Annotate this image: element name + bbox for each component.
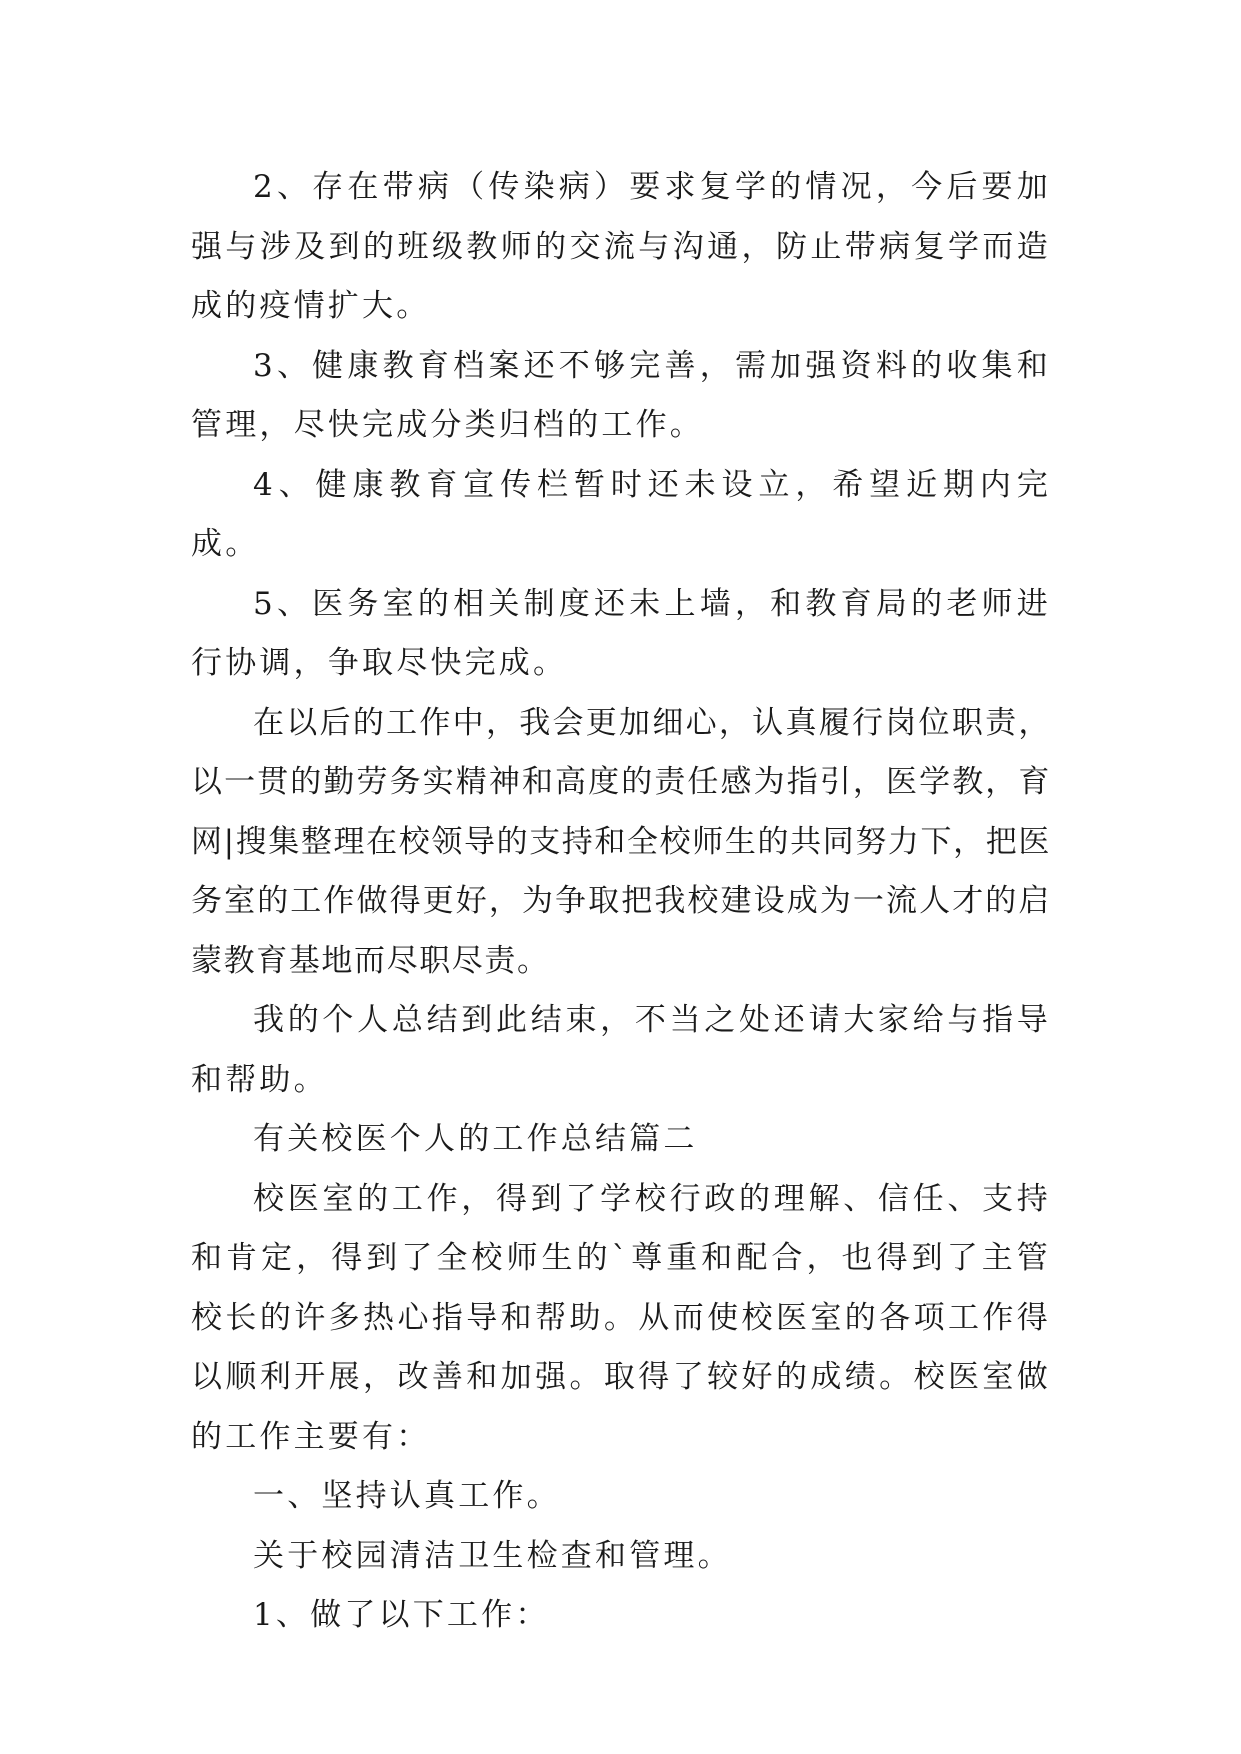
document-body [191, 158, 1051, 1646]
list-heading-one: 一、坚持认真工作。 [253, 1478, 561, 1514]
paragraph-issue-3: 3、健康教育档案还不够完善，需加强资料的收集和管理，尽快完成分类归档的工作。 [191, 347, 1051, 443]
paragraph-issue-4: 4、健康教育宣传栏暂时还未设立，希望近期内完成。 [191, 466, 1051, 562]
paragraph-future-work: 在以后的工作中，我会更加细心，认真履行岗位职责，以一贯的勤劳务实精神和高度的责任感为指引，医学教，育网|搜集整理在校领导的支持和全校师生的共同努力下，把医务室的工作做得更好，为争取把我校建设成为一流人才的启蒙教育基地而尽职尽责。 [191, 704, 1051, 979]
paragraph-closing: 我的个人总结到此结束，不当之处还请大家给与指导和帮助。 [191, 1002, 1051, 1098]
section-heading-part-two: 有关校医个人的工作总结篇二 [253, 1121, 698, 1157]
paragraph-issue-2: 2、存在带病（传染病）要求复学的情况，今后要加强与涉及到的班级教师的交流与沟通，防止带病复学而造成的疫情扩大。 [191, 169, 1051, 324]
paragraph-campus-hygiene: 关于校园清洁卫生检查和管理。 [253, 1537, 732, 1574]
list-item-1: 1、做了以下工作： [253, 1597, 550, 1633]
paragraph-issue-5: 5、医务室的相关制度还未上墙，和教育局的老师进行协调，争取尽快完成。 [191, 585, 1051, 681]
paragraph-intro-part-two: 校医室的工作，得到了学校行政的理解、信任、支持和肯定，得到了全校师生的`尊重和配合，也得到了主管校长的许多热心指导和帮助。从而使校医室的各项工作得以顺利开展，改善和加强。取得了较好的成绩。校医室做的工作主要有： [191, 1180, 1051, 1455]
